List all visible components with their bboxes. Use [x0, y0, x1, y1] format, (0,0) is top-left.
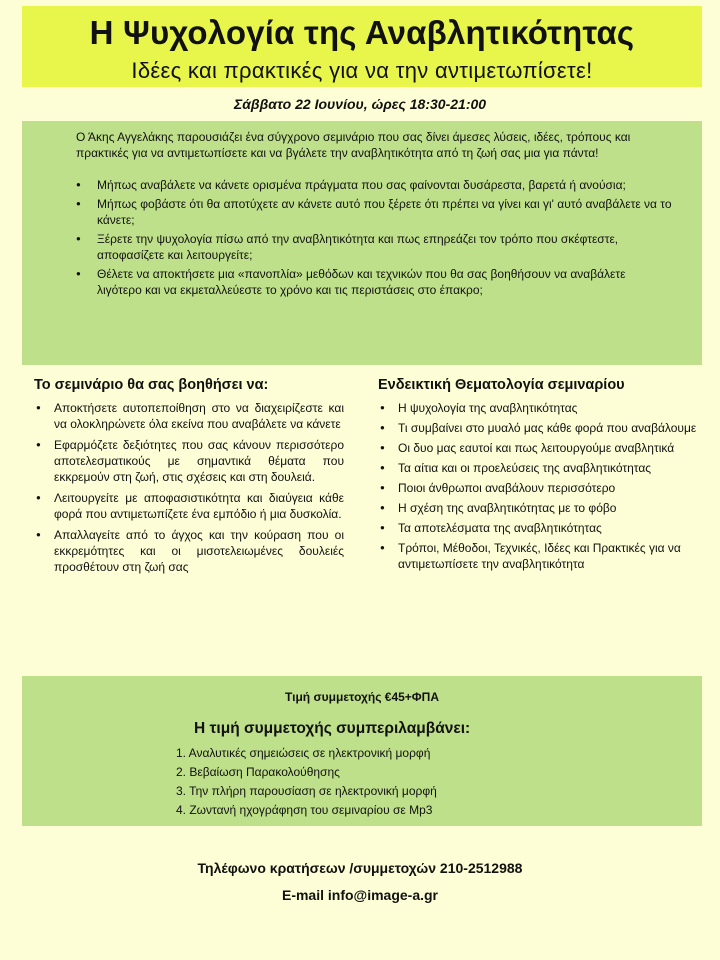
includes-item: 2. Βεβαίωση Παρακολούθησης [176, 765, 340, 779]
benefits-title: Το σεμινάριο θα σας βοηθήσει να: [34, 377, 269, 393]
intro-list [76, 177, 672, 298]
benefit-item: ● Εφαρμόζετε δεξιότητες που σας κάνουν περισσότερο αποτελεσματικούς με σημαντικά θέματα που εκκρεμούν στη ζωή, στις σχέσεις και στη δουλειά. [34, 437, 344, 485]
topic-item: ● Ποιοι άνθρωποι αναβάλουν περισσότερο [378, 480, 698, 496]
header-banner [22, 6, 702, 87]
benefit-item: ● Αποκτήσετε αυτοπεποίθηση στο να διαχειρίζεστε και να ολοκληρώνετε όλα εκείνα που αναβάλετε να κάνετε [34, 400, 344, 432]
page-subtitle: Ιδέες και πρακτικές για να την αντιμετωπίσετε! [131, 58, 593, 83]
topic-item: ● Τα αποτελέσματα της αναβλητικότητας [378, 520, 698, 536]
benefits-section [34, 376, 344, 580]
topic-item: ● Η ψυχολογία της αναβλητικότητας [378, 400, 698, 416]
intro-section [22, 121, 702, 365]
topics-title: Ενδεικτική Θεματολογία σεμιναρίου [378, 377, 625, 393]
benefit-item: ● Λειτουργείτε με αποφασιστικότητα και διαύγεια κάθε φορά που αντιμετωπίζετε ένα εμπόδιο ή μια δυσκολία. [34, 490, 344, 522]
topic-item: ● Οι δυο μας εαυτοί και πως λειτουργούμε αναβλητικά [378, 440, 698, 456]
contact-phone: Τηλέφωνο κρατήσεων /συμμετοχών 210-2512988 [197, 860, 523, 876]
intro-text: Ο Άκης Αγγελάκης παρουσιάζει ένα σύγχρονο σεμινάριο που σας δίνει άμεσες λύσεις, ιδέες, τρόπους και πρακτικές για να αντιμετωπίσετε και να βγάλετε την αναβλητικότητα από τη ζωή σας μια για πάντα! [76, 130, 631, 160]
intro-item: ● Ξέρετε την ψυχολογία πίσω από την αναβλητικότητα και πως επηρεάζει τον τρόπο που σκέφτεστε, αποφασίζετε και λειτουργείτε; [76, 231, 672, 263]
price-label: Τιμή συμμετοχής €45+ΦΠΑ [285, 690, 439, 704]
benefits-list [34, 400, 344, 575]
page-title: Η Ψυχολογία της Αναβλητικότητας [89, 14, 635, 51]
event-date: Σάββατο 22 Ιουνίου, ώρες 18:30-21:00 [233, 96, 487, 112]
topic-item: ● Τρόποι, Μέθοδοι, Τεχνικές, Ιδέες και Πρακτικές για να αντιμετωπίσετε την αναβλητικότητα [378, 540, 698, 572]
topic-item: ● Τα αίτια και οι προελεύσεις της αναβλητικότητας [378, 460, 698, 476]
topics-section [378, 376, 698, 576]
intro-item: ● Μήπως φοβάστε ότι θα αποτύχετε αν κάνετε αυτό που ξέρετε ότι πρέπει να γίνει και γι' αυτό αναβάλετε να το κάνετε; [76, 196, 672, 228]
topics-list [378, 400, 698, 572]
includes-list [176, 744, 437, 820]
includes-title: Η τιμή συμμετοχής συμπεριλαμβάνει: [194, 720, 471, 737]
includes-item: 4. Ζωντανή ηχογράφηση του σεμιναρίου σε Mp3 [176, 803, 433, 817]
intro-item: ● Θέλετε να αποκτήσετε μια «πανοπλία» μεθόδων και τεχνικών που θα σας βοηθήσουν να αναβάλετε λιγότερο και να εκμεταλλεύεστε το χρόνο και τις περιστάσεις στο έπακρο; [76, 266, 672, 298]
includes-item: 3. Την πλήρη παρουσίαση σε ηλεκτρονική μορφή [176, 784, 437, 798]
pricing-section [22, 676, 702, 826]
topic-item: ● Τι συμβαίνει στο μυαλό μας κάθε φορά που αναβάλουμε [378, 420, 698, 436]
benefit-item: ● Απαλλαγείτε από το άγχος και την κούραση που οι εκκρεμότητες και οι μισοτελειωμένες δουλειές προσθέτουν στη ζωή σας [34, 527, 344, 575]
topic-item: ● Η σχέση της αναβλητικότητας με το φόβο [378, 500, 698, 516]
intro-item: ● Μήπως αναβάλετε να κάνετε ορισμένα πράγματα που σας φαίνονται δυσάρεστα, βαρετά ή ανούσια; [76, 177, 672, 193]
includes-item: 1. Αναλυτικές σημειώσεις σε ηλεκτρονική μορφή [176, 746, 431, 760]
contact-email[interactable]: E-mail info@image-a.gr [281, 887, 438, 903]
